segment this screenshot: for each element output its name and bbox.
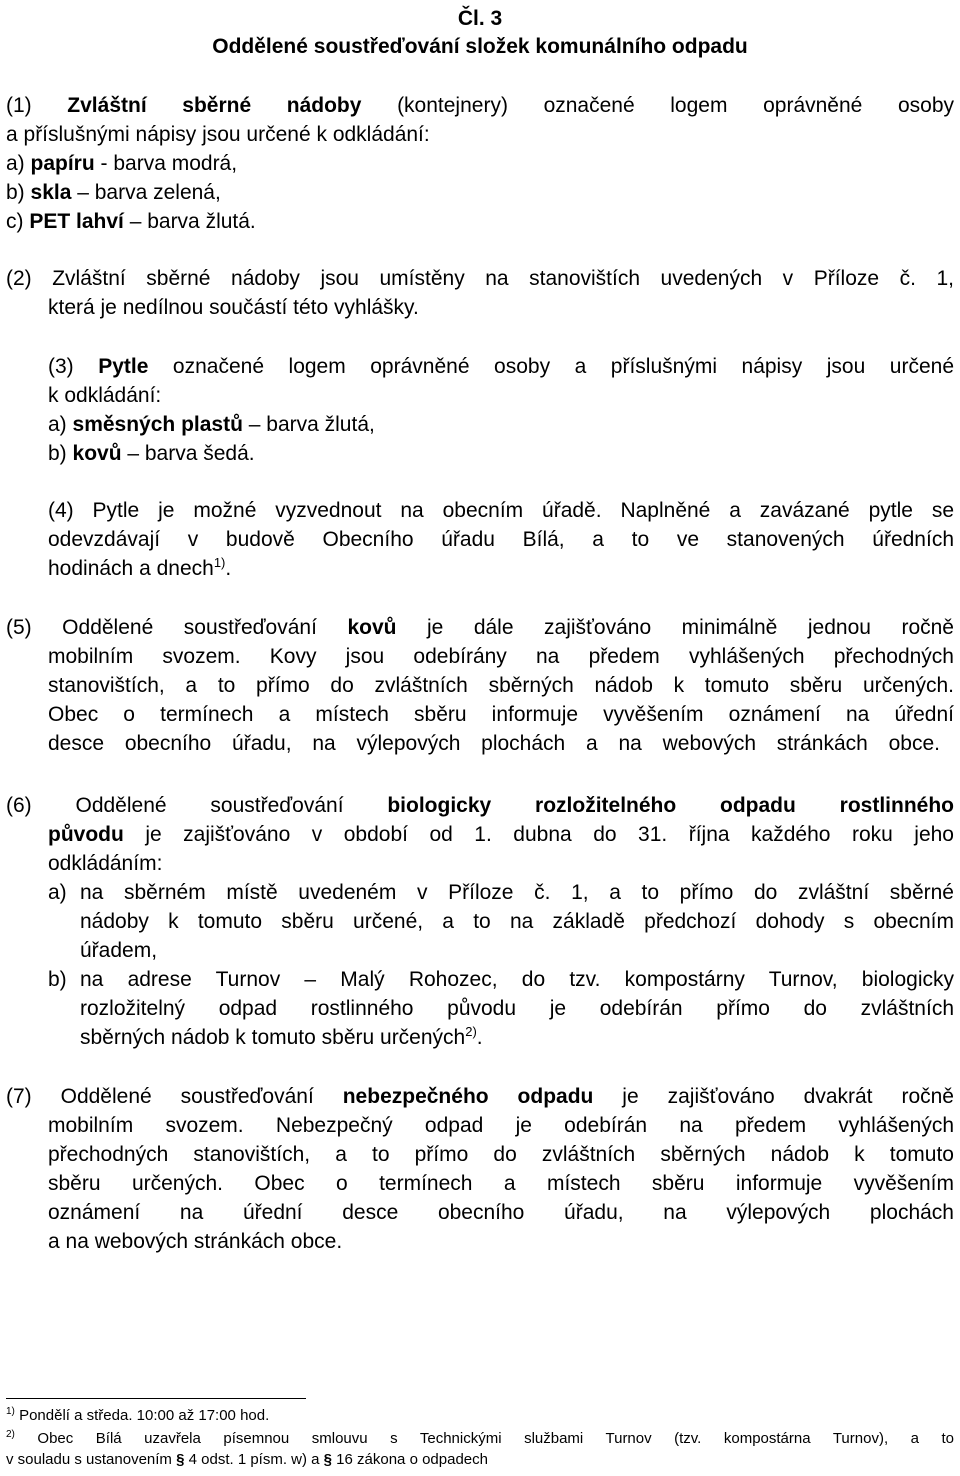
p7-line6: a na webových stránkách obce. xyxy=(48,1230,343,1253)
p1-line2: a příslušnými nápisy jsou určené k odkládání: xyxy=(6,123,430,146)
p6-line1: (6) Oddělené soustřeďování biologicky rozložitelného odpadu rostlinného xyxy=(6,794,954,817)
p4-line2: odevzdávají v budově Obecního úřadu Bílá, a to ve stanovených úředních xyxy=(48,528,954,551)
footnote-separator xyxy=(6,1398,306,1399)
p6-item-b-line2: rozložitelný odpad rostlinného původu je odebírán přímo do zvláštních xyxy=(80,997,954,1020)
p7-line5: oznámení na úřední desce obecního úřadu, na výlepových plochách xyxy=(48,1201,954,1224)
p1-item-a: a) papíru - barva modrá, xyxy=(6,152,238,175)
p6-item-a-line3: úřadem, xyxy=(80,939,158,962)
footnote-2-line1: $^{2)}$ Obec Bílá uzavřela písemnou smlouvu s Technickými službami Turnov (tzv. kompostárna Turnov), a to xyxy=(6,1429,954,1447)
p1-line1: (1) Zvláštní sběrné nádoby (kontejnery) označené logem oprávněné osoby xyxy=(6,94,954,117)
p4-line1: (4) Pytle je možné vyzvednout na obecním úřadě. Naplněné a zavázané pytle se xyxy=(48,499,954,522)
p3-item-b: b) kovů – barva šedá. xyxy=(48,442,255,465)
footnote-ref-2: 2) xyxy=(465,1024,477,1039)
p2-line1: (2) Zvláštní sběrné nádoby jsou umístěny na stanovištích uvedených v Příloze č. 1, xyxy=(6,267,954,290)
p6-item-a-marker: a) xyxy=(48,881,67,904)
p6-item-b-line3: sběrných nádob k tomuto sběru určených$^{2)}$. xyxy=(80,1024,483,1049)
article-number: Čl. 3 xyxy=(457,7,503,30)
p1-item-c: c) PET lahví – barva žlutá. xyxy=(6,210,256,233)
p7-line4: sběru určených. Obec o termínech a místech sběru informuje vyvěšením xyxy=(48,1172,954,1195)
p7-line1: (7) Oddělené soustřeďování nebezpečného odpadu je zajišťováno dvakrát ročně xyxy=(6,1085,954,1108)
p5-line4: Obec o termínech a místech sběru informuje vyvěšením oznámení na úřední xyxy=(48,703,954,726)
p6-line2: původu je zajišťováno v období od 1. dubna do 31. října každého roku jeho xyxy=(48,823,954,846)
p5-line5: desce obecního úřadu, na výlepových plochách a na webových stránkách obce. xyxy=(48,732,940,755)
p6-item-b-marker: b) xyxy=(48,968,67,991)
p6-line3: odkládáním: xyxy=(48,852,163,875)
p5-line1: (5) Oddělené soustřeďování kovů je dále zajišťováno minimálně jednou ročně xyxy=(6,616,954,639)
p2-line2: která je nedílnou součástí této vyhlášky. xyxy=(48,296,419,319)
p3-item-a: a) směsných plastů – barva žlutá, xyxy=(48,413,375,436)
p5-line2: mobilním svozem. Kovy jsou odebírány na předem vyhlášených přechodných xyxy=(48,645,954,668)
footnote-1: $^{1)}$ Pondělí a středa. 10:00 až 17:00 hod. xyxy=(6,1406,270,1424)
footnote-2-line2: v souladu s ustanovením § 4 odst. 1 písm. w) a § 16 zákona o odpadech xyxy=(6,1451,488,1468)
footnote-ref-1: 1) xyxy=(213,555,226,570)
p6-item-b-line1: na adrese Turnov – Malý Rohozec, do tzv. kompostárny Turnov, biologicky xyxy=(80,968,954,991)
article-title: Oddělené soustřeďování složek komunálního odpadu xyxy=(212,35,748,58)
p6-item-a-line2: nádoby k tomuto sběru určené, a to na základě předchozí dohody s obecním xyxy=(80,910,954,933)
p3-line1: (3) Pytle označené logem oprávněné osoby a příslušnými nápisy jsou určené xyxy=(48,355,955,378)
p1-item-b: b) skla – barva zelená, xyxy=(6,181,221,204)
p4-line3: hodinách a dnech$^{1)}$. xyxy=(48,555,232,580)
p3-line2: k odkládání: xyxy=(48,384,162,407)
p7-line3: přechodných stanovištích, a to přímo do zvláštních sběrných nádob k tomuto xyxy=(48,1143,954,1166)
p7-line2: mobilním svozem. Nebezpečný odpad je odebírán na předem vyhlášených xyxy=(48,1114,954,1137)
p5-line3: stanovištích, a to přímo do zvláštních sběrných nádob k tomuto sběru určených. xyxy=(48,674,954,697)
p6-item-a-line1: na sběrném místě uvedeném v Příloze č. 1, a to přímo do zvláštní sběrné xyxy=(80,881,954,904)
